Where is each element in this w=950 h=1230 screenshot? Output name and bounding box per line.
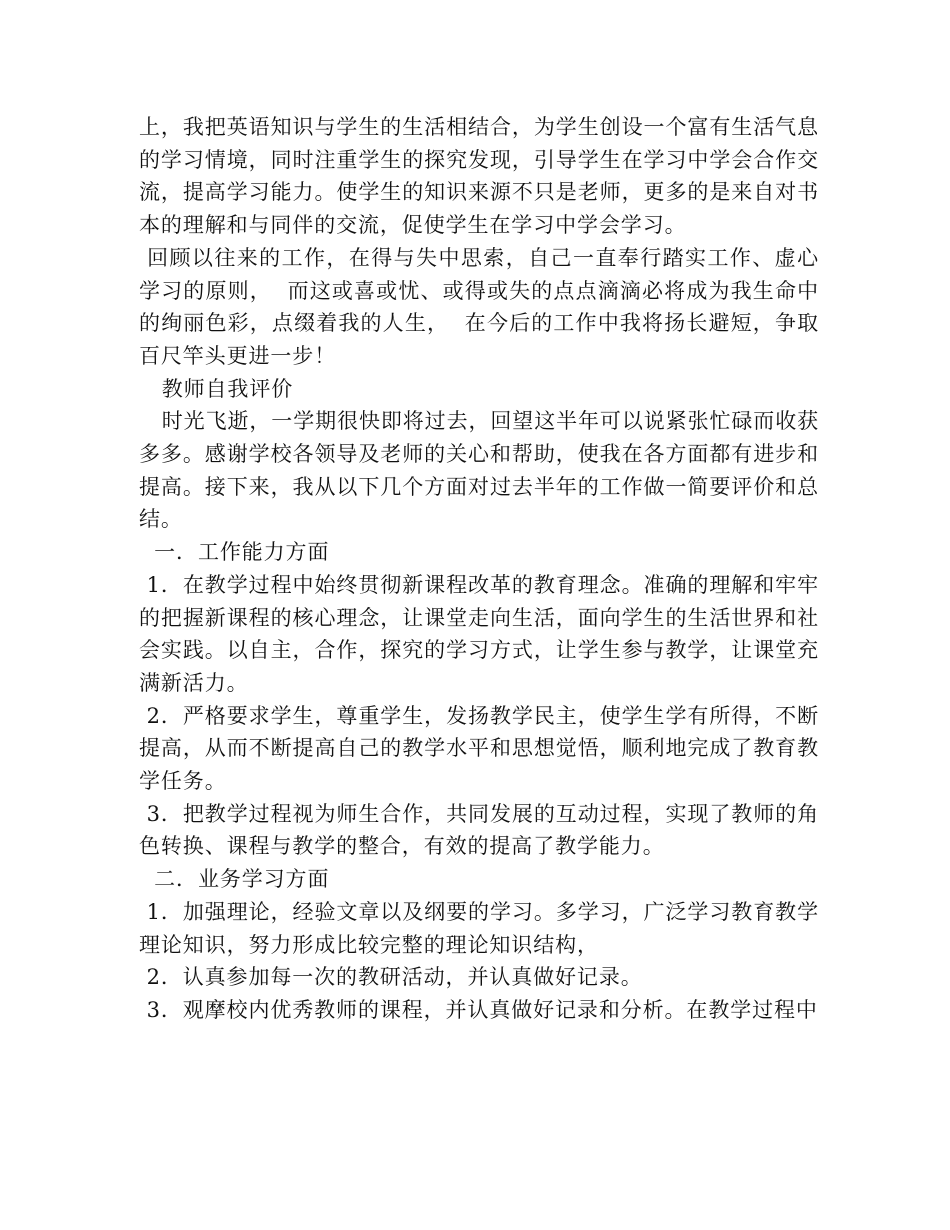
list-item-study-1: 1．加强理论，经验文章以及纲要的学习。多学习，广泛学习教育教学理论知识，努力形成比较完整的理论知识结构， — [139, 899, 820, 957]
paragraph-review: 回顾以往来的工作，在得与失中思索，自己一直奉行踏实工作、虚心学习的原则， 而这或喜或忧、或得或失的点点滴滴必将成为我生命中的绚丽色彩，点缀着我的人生， 在今后的工作中我将扬长避短，争取百尺竿头更进一步！ — [139, 245, 819, 368]
heading-professional-study: 二．业务学习方面 — [139, 867, 330, 892]
list-item-work-ability-1: 1．在教学过程中始终贯彻新课程改革的教育理念。准确的理解和牢牢的把握新课程的核心理念，让课堂走向生活，面向学生的生活世界和社会实践。以自主，合作，探究的学习方式，让学生参与教学，让课堂充满新活力。 — [139, 572, 820, 695]
list-item-work-ability-2: 2．严格要求学生，尊重学生，发扬教学民主，使学生学有所得，不断提高，从而不断提高自己的教学水平和思想觉悟，顺利地完成了教育教学任务。 — [139, 703, 820, 794]
paragraph-self-evaluation-intro: 时光飞逝，一学期很快即将过去，回望这半年可以说紧张忙碌而收获多多。感谢学校各领导及老师的关心和帮助，使我在各方面都有进步和提高。接下来，我从以下几个方面对过去半年的工作做一简要评价和总结。 — [139, 409, 820, 532]
paragraph-intro-continuation: 上，我把英语知识与学生的生活相结合，为学生创设一个富有生活气息的学习情境，同时注重学生的探究发现，引导学生在学习中学会合作交流，提高学习能力。使学生的知识来源不只是老师，更多的是来自对书本的理解和与同伴的交流，促使学生在学习中学会学习。 — [139, 115, 819, 238]
list-item-study-2: 2．认真参加每一次的教研活动，并认真做好记录。 — [139, 965, 643, 990]
heading-work-ability: 一．工作能力方面 — [139, 540, 330, 565]
document-body — [139, 111, 819, 1027]
list-item-study-3: 3．观摩校内优秀教师的课程，并认真做好记录和分析。在教学过程中 — [139, 997, 818, 1022]
section-title-self-evaluation: 教师自我评价 — [139, 376, 294, 401]
list-item-work-ability-3: 3．把教学过程视为师生合作，共同发展的互动过程，实现了教师的角色转换、课程与教学的整合，有效的提高了教学能力。 — [139, 801, 820, 859]
